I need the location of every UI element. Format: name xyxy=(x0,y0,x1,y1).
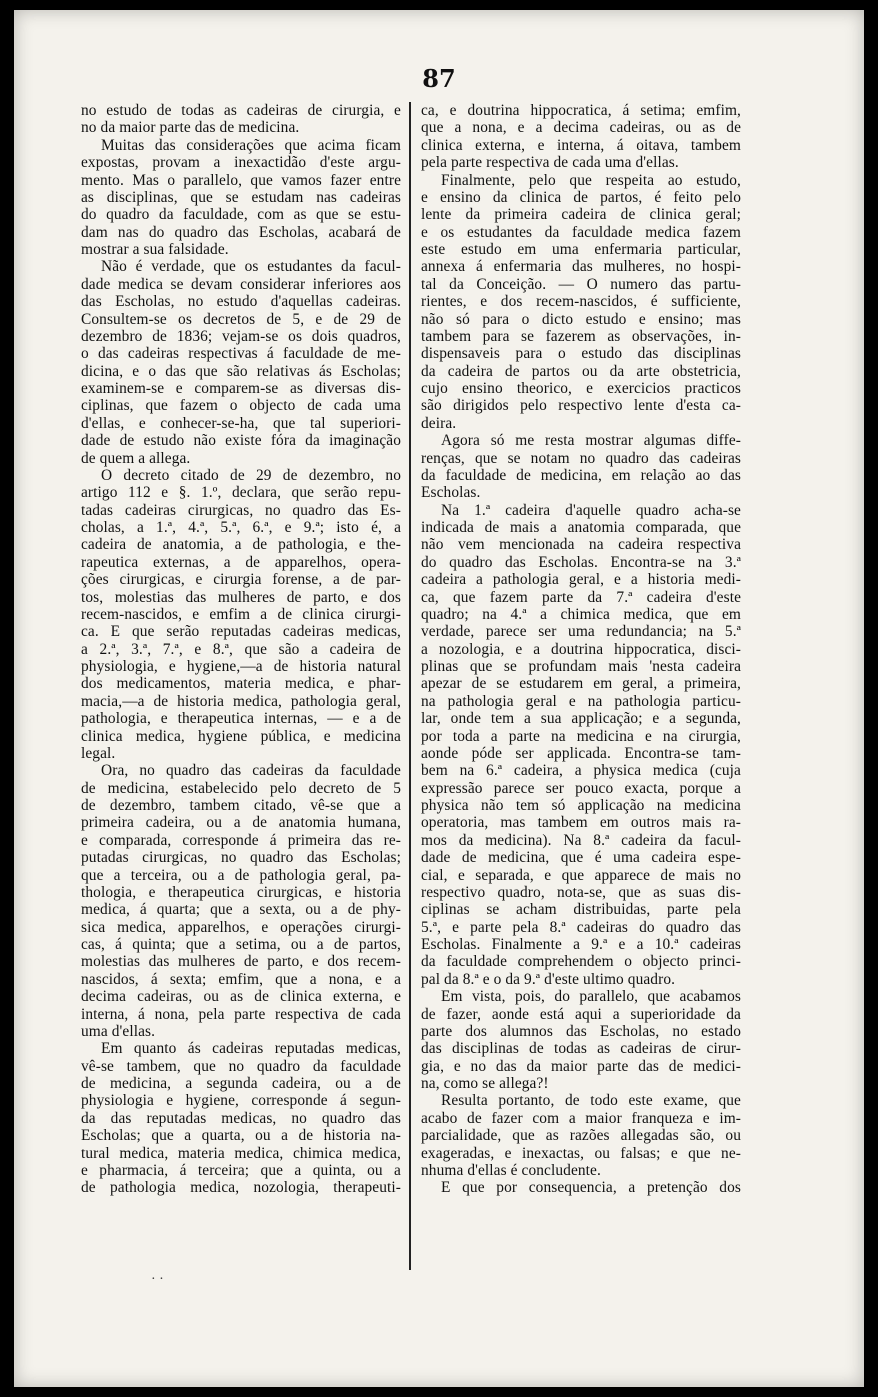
text-line: annexa á enfermaria das mulheres, no hospi- xyxy=(421,258,741,276)
text-line: tos, molestias das mulheres de parto, e dos xyxy=(81,588,401,606)
text-line: mostrar a sua falsidade. xyxy=(81,241,229,258)
text-line: rientes, e dos recem-nascidos, é sufficiente, xyxy=(421,293,741,311)
text-line: Em quanto ás cadeiras reputadas medicas, xyxy=(101,1040,401,1058)
text-line: que a terceira, ou a de pathologia geral, pa- xyxy=(81,866,401,884)
text-line: artigo 112 e §. 1.º, declara, que serão repu- xyxy=(81,484,401,502)
text-line: e ensino da clinica de partos, é feito pelo xyxy=(421,188,741,206)
text-line: expostas, provam a inexactidão d'este argu- xyxy=(81,154,401,172)
text-line: examinem-se e comparem-se as diversas dis- xyxy=(81,380,401,397)
text-line: deira. xyxy=(421,414,457,432)
text-line: dos medicamentos, materia medica, e phar- xyxy=(81,675,401,693)
text-line: dispensaveis para o estudo das disciplinas xyxy=(421,345,741,363)
text-line: physiologia, e hygiene,—a de historia natural xyxy=(81,658,401,675)
text-line: Em vista, pois, do parallelo, que acabamos xyxy=(441,988,741,1006)
text-line: das disciplinas de todas as cadeiras de cirur- xyxy=(421,1040,741,1058)
text-line: por toda a parte na medicina e na cirurgia, xyxy=(421,727,741,745)
text-line: das Escholas, no estudo d'aquellas cadeiras. xyxy=(81,293,401,311)
text-line: Escholas; que a quarta, ou a de historia na- xyxy=(81,1127,401,1145)
text-line: verdade, parece ser uma redundancia; na 5.ª xyxy=(421,623,741,641)
text-line: thologia, e therapeutica cirurgicas, e historia xyxy=(81,883,401,901)
text-line: do quadro das Escholas. Encontra-se na 3.ª xyxy=(421,553,741,571)
text-line: de medicina, a segunda cadeira, ou a de xyxy=(81,1075,401,1092)
text-line: não só para o dicto estudo e ensino; mas xyxy=(421,310,741,328)
text-line: de pathologia medica, nozologia, therapeuti- xyxy=(81,1179,401,1197)
text-line: na, como se allega?! xyxy=(421,1075,549,1092)
text-line: mos da medicina). Na 8.ª cadeira da facul- xyxy=(421,831,741,849)
text-line: putadas cirurgicas, no quadro das Escholas; xyxy=(81,849,401,867)
text-line: uma d'ellas. xyxy=(81,1022,156,1040)
text-line: Escholas. Finalmente a 9.ª e a 10.ª cadeiras xyxy=(421,936,741,953)
text-line: Ora, no quadro das cadeiras da faculdade xyxy=(101,762,401,780)
text-line: d'ellas, e conhecer-se-ha, que tal superiori- xyxy=(81,414,401,432)
text-line: dade medica se devam considerar inferiores aos xyxy=(81,275,401,293)
text-line: sica medica, apparelhos, e operações cirurgi- xyxy=(81,918,401,936)
text-line: dicina, e o das que são relativas ás Escholas; xyxy=(81,362,401,380)
text-line: cadeira de anatomia, a de pathologia, e the- xyxy=(81,536,401,554)
text-line: no da maior parte das de medicina. xyxy=(81,119,300,137)
text-line: macia,—a de historia medica, pathologia geral, xyxy=(81,692,401,710)
text-line: e os estudantes da faculdade medica fazem xyxy=(421,223,741,241)
text-line: Muitas das considerações que acima ficam xyxy=(101,136,401,154)
column-divider xyxy=(409,102,411,1270)
text-line: vê-se tambem, que no quadro da faculdade xyxy=(81,1057,401,1075)
text-line: da faculdade de medicina, em relação ao das xyxy=(421,466,741,484)
page-footer-marks: · · xyxy=(151,1272,164,1287)
text-line: dezembro de 1836; vejam-se os dois quadros, xyxy=(81,327,401,345)
text-line: cial, e separada, e que apparece de mais no xyxy=(421,866,741,884)
text-line: e comparada, corresponde á primeira das re- xyxy=(81,831,401,849)
text-line: tural medica, materia medica, chimica medica, xyxy=(81,1144,401,1162)
text-line: cadeira a pathologia geral, e a historia medi- xyxy=(421,571,741,589)
text-line: dade de medicina, que é uma cadeira espe- xyxy=(421,849,741,867)
text-line: da faculdade comprehendem o objecto princi- xyxy=(421,953,741,971)
text-line: expressão parece ser pouco exacta, porque a xyxy=(421,779,741,797)
text-line: tadas cadeiras cirurgicas, no quadro das Es- xyxy=(81,501,401,519)
text-line: dade de estudo não existe fóra da imaginação xyxy=(81,432,401,450)
text-line: cholas, a 1.ª, 4.ª, 5.ª, 6.ª, e 9.ª; isto é, a xyxy=(81,519,401,536)
text-line: decima cadeiras, ou as de clinica externa, e xyxy=(81,988,401,1006)
text-line: ciplinas, que fazem o objecto de cada uma xyxy=(81,397,401,415)
text-line: bem na 6.ª cadeira, a physica medica (cuja xyxy=(421,762,741,780)
text-line: parcialidade, que as razões allegadas são, ou xyxy=(421,1127,741,1145)
text-line: cujo ensino theorico, e exercicios practicos xyxy=(421,380,741,397)
left-column xyxy=(81,102,401,1197)
text-line: de medicina, estabelecido pelo decreto de 5 xyxy=(81,779,401,797)
text-line: as disciplinas, que se estudam nas cadeiras xyxy=(81,188,401,206)
text-line: de quem a allega. xyxy=(81,449,191,467)
text-line: clinica medica, hygiene pública, e medicina xyxy=(81,727,401,745)
text-line: physiologia e hygiene, corresponde á segun- xyxy=(81,1092,401,1110)
text-line: primeira cadeira, ou a de anatomia humana, xyxy=(81,814,401,832)
document-page xyxy=(14,10,864,1387)
text-line: 5.ª, e parte pela 8.ª cadeiras do quadro das xyxy=(421,918,741,936)
text-line: O decreto citado de 29 de dezembro, no xyxy=(101,466,401,484)
text-line: pal da 8.ª e o da 9.ª d'este ultimo quadro. xyxy=(421,970,676,988)
text-line: ções cirurgicas, e cirurgia forense, a de par- xyxy=(81,571,401,589)
text-line: recem-nascidos, e emfim a de clinica cirurgi- xyxy=(81,605,401,623)
text-line: aonde póde ser applicada. Encontra-se tam- xyxy=(421,744,741,762)
text-line: na pathologia geral e na pathologia particu- xyxy=(421,692,741,710)
text-line: apezar de se estudarem em geral, a primeira, xyxy=(421,675,741,693)
text-line: cas, á quinta; que a setima, ou a de partos, xyxy=(81,936,401,953)
text-line: pela parte respectiva de cada uma d'ellas. xyxy=(421,154,679,172)
text-line: da das reputadas medicas, no quadro das xyxy=(81,1109,401,1127)
text-line: que a nona, e a decima cadeiras, ou as de xyxy=(421,119,741,137)
text-line: exageradas, e inexactas, ou falsas; e que ne- xyxy=(421,1144,741,1162)
text-line: pathologia, e therapeutica internas, — e a de xyxy=(81,710,401,728)
text-line: Não é verdade, que os estudantes da facul- xyxy=(101,258,401,276)
right-column xyxy=(421,102,741,1197)
text-line: E que por consequencia, a pretenção dos xyxy=(441,1179,741,1197)
text-line: respectivo quadro, nota-se, que as suas dis- xyxy=(421,883,741,901)
text-line: parte dos alumnos das Escholas, no estado xyxy=(421,1022,741,1040)
text-line: Na 1.ª cadeira d'aquelle quadro acha-se xyxy=(441,501,741,519)
text-line: a nozologia, e a doutrina hippocratica, disci- xyxy=(421,640,741,658)
page-number: 87 xyxy=(422,64,456,93)
text-line: legal. xyxy=(81,744,116,762)
text-line: medica, á quarta; que a sexta, ou a de phy- xyxy=(81,901,401,919)
text-line: de dezembro, tambem citado, vê-se que a xyxy=(81,797,401,814)
text-line: ca. E que serão reputadas cadeiras medicas, xyxy=(81,623,401,641)
text-line: indicada de mais a anatomia comparada, que xyxy=(421,519,741,536)
text-line: operatoria, mas tambem em outros mais ra- xyxy=(421,814,741,832)
text-line: physica não tem só applicação na medicina xyxy=(421,797,741,814)
text-line: a 2.ª, 3.ª, 7.ª, e 8.ª, que são a cadeira de xyxy=(81,640,401,658)
text-line: clinica externa, e interna, á oitava, tambem xyxy=(421,136,741,154)
text-line: de fazer, aonde está aqui a superioridade da xyxy=(421,1005,741,1023)
text-line: renças, que se notam no quadro das cadeiras xyxy=(421,449,741,467)
text-line: nhuma d'ellas é concludente. xyxy=(421,1161,601,1179)
text-line: ca, que fazem parte da 7.ª cadeira d'este xyxy=(421,588,741,606)
text-line: mento. Mas o parallelo, que vamos fazer entre xyxy=(81,171,401,189)
text-line: lar, onde tem a sua applicação; e a segunda, xyxy=(421,710,741,728)
text-line: molestias das mulheres de parto, e dos recem- xyxy=(81,953,401,971)
text-line: não vem mencionada na cadeira respectiva xyxy=(421,536,741,554)
text-line: o das cadeiras respectivas á faculdade de me- xyxy=(81,345,401,363)
text-line: tambem para se fazerem as observações, in- xyxy=(421,327,741,345)
text-line: Resulta portanto, de todo este exame, que xyxy=(441,1092,741,1110)
text-line: acabo de fazer com a maior franqueza e im- xyxy=(421,1109,741,1127)
text-line: tal da Conceição. — O numero das partu- xyxy=(421,275,741,293)
text-line: este estudo em uma enfermaria particular, xyxy=(421,241,741,258)
text-line: interna, á nona, pela parte respectiva de cada xyxy=(81,1005,401,1023)
text-line: Finalmente, pelo que respeita ao estudo, xyxy=(441,171,741,189)
text-line: Consultem-se os decretos de 5, e de 29 de xyxy=(81,310,401,328)
text-line: e pharmacia, á terceira; que a quinta, ou a xyxy=(81,1161,401,1179)
text-line: do quadro da faculdade, com as que se estu- xyxy=(81,206,401,224)
text-line: plinas que se profundam mais 'nesta cadeira xyxy=(421,658,741,675)
text-line: ciplinas se acham distribuidas, parte pela xyxy=(421,901,741,919)
text-line: rapeutica externas, a de apparelhos, opera- xyxy=(81,553,401,571)
text-line: lente da primeira cadeira de clinica geral; xyxy=(421,206,741,224)
text-line: ca, e doutrina hippocratica, á setima; emfim, xyxy=(421,102,741,119)
text-line: Escholas. xyxy=(421,484,481,502)
text-line: da cadeira de partos ou da arte obstetricia, xyxy=(421,362,741,380)
text-line: no estudo de todas as cadeiras de cirurgia, e xyxy=(81,102,401,119)
text-line: nascidos, á sexta; emfim, que a nona, e a xyxy=(81,970,401,988)
text-line: quadro; na 4.ª a chimica medica, que em xyxy=(421,605,741,623)
text-line: Agora só me resta mostrar algumas diffe- xyxy=(441,432,741,450)
text-line: são dirigidos pelo respectivo lente d'esta ca- xyxy=(421,397,741,415)
text-line: dam nas do quadro das Escholas, acabará de xyxy=(81,223,401,241)
text-line: gia, e no das da maior parte das de medici- xyxy=(421,1057,741,1075)
